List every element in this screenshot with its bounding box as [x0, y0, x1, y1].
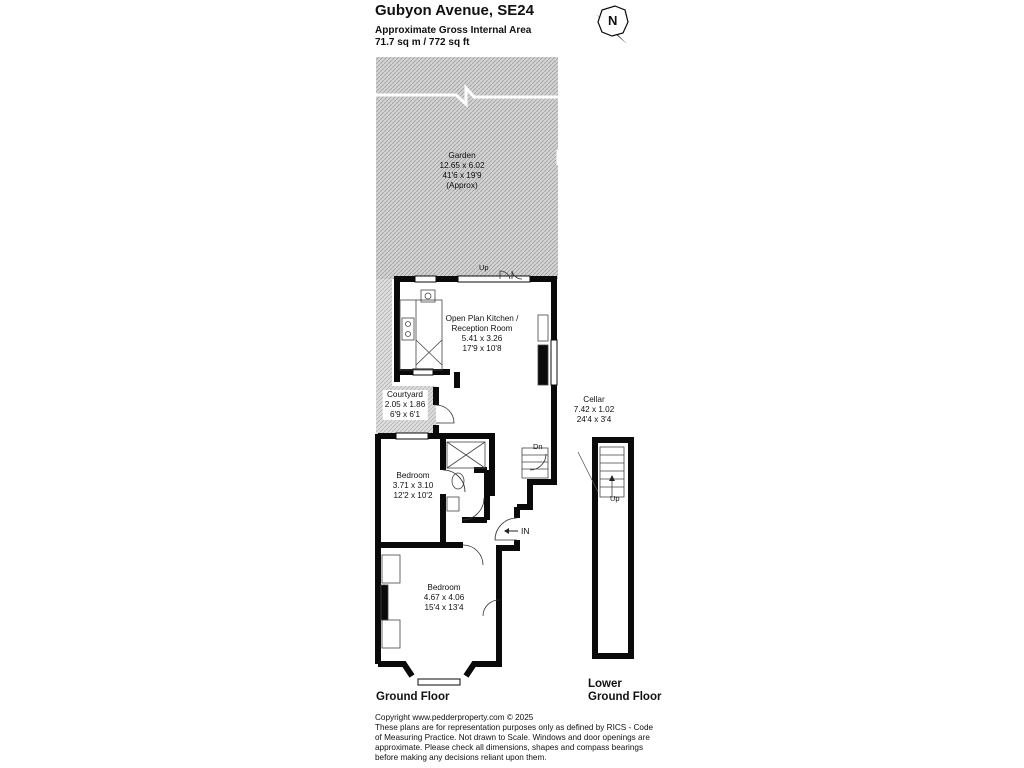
- marker-entrance: IN: [521, 526, 530, 536]
- kitchen-imperial: 17'9 x 10'8: [462, 344, 502, 353]
- bedroom1-name: Bedroom: [396, 471, 430, 480]
- cellar-name: Cellar: [583, 395, 605, 404]
- disclaimer-line-1: Copyright www.pedderproperty.com © 2025: [375, 713, 534, 722]
- kitchen-name-2: Reception Room: [451, 324, 513, 333]
- bedroom1-imperial: 12'2 x 10'2: [393, 491, 433, 500]
- room-label-cellar: [574, 395, 615, 425]
- room-label-bedroom-2: [424, 583, 465, 613]
- kitchen-metric: 5.41 x 3.26: [461, 334, 503, 343]
- bedroom2-metric: 4.67 x 4.06: [423, 593, 465, 602]
- bedroom2-name: Bedroom: [427, 583, 461, 592]
- entrance-arrow-icon: [504, 528, 518, 534]
- courtyard-metric: 2.05 x 1.86: [384, 400, 426, 409]
- cellar-imperial: 24'4 x 3'4: [576, 415, 612, 424]
- bathroom-fittings: [447, 442, 485, 511]
- floor-label-lower-1: Lower: [588, 678, 622, 690]
- disclaimer-line-5: before making any decisions reliant upon them.: [375, 752, 547, 762]
- disclaimer-line-3: of Measuring Practice. Not drawn to Scale. Windows and door openings are: [375, 732, 650, 742]
- room-label-garden: [439, 151, 484, 191]
- marker-up-garden: Up: [479, 263, 489, 272]
- courtyard-name: Courtyard: [387, 390, 423, 399]
- bedroom1-metric: 3.71 x 3.10: [392, 481, 434, 490]
- room-label-kitchen: [446, 314, 519, 354]
- kitchen-name-1: Open Plan Kitchen /: [445, 314, 519, 323]
- property-address: Gubyon Avenue, SE24: [375, 2, 534, 19]
- courtyard-imperial: 6'9 x 6'1: [390, 410, 420, 419]
- disclaimer-line-4: approximate. Please check all dimensions, shapes and compass bearings: [375, 742, 644, 752]
- garden-imperial: 41'6 x 19'9: [442, 171, 482, 180]
- marker-down-stairs: Dn: [533, 442, 543, 451]
- garden-metric: 12.65 x 6.02: [439, 161, 485, 170]
- wardrobes: [381, 555, 400, 648]
- garden-name: Garden: [448, 151, 476, 160]
- room-label-courtyard: [383, 390, 428, 420]
- compass-letter: N: [608, 13, 618, 28]
- cellar-walls: [578, 440, 631, 656]
- garden-note: (Approx): [446, 181, 478, 190]
- marker-up-cellar: Up: [610, 494, 620, 503]
- room-label-bedroom-1: [393, 471, 434, 501]
- area-label: Approximate Gross Internal Area: [375, 25, 532, 36]
- area-value: 71.7 sq m / 772 sq ft: [375, 37, 470, 48]
- disclaimer: [375, 713, 675, 763]
- floor-label-lower-2: Ground Floor: [588, 691, 662, 703]
- stairs-down: [522, 448, 548, 478]
- cellar-metric: 7.42 x 1.02: [573, 405, 615, 414]
- bedroom2-imperial: 15'4 x 13'4: [424, 603, 464, 612]
- floor-label-ground: Ground Floor: [376, 691, 450, 703]
- disclaimer-line-2: These plans are for representation purposes only as defined by RICS - Code: [375, 722, 654, 732]
